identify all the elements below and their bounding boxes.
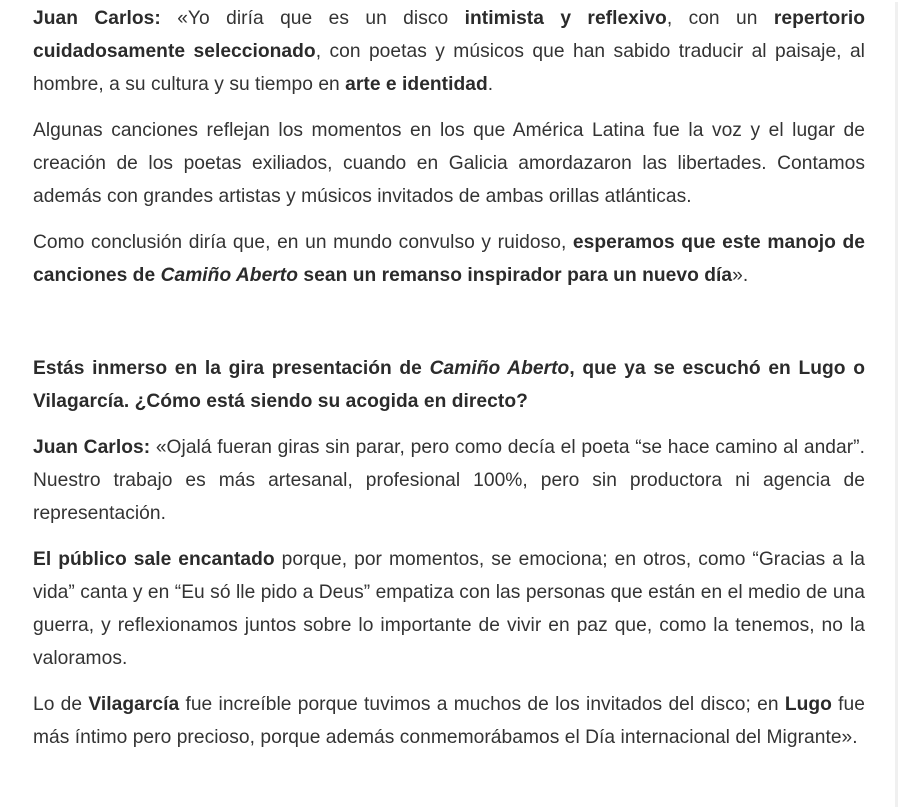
interview-question: Estás inmerso en la gira presentación de Camiño Aberto, que ya se escuchó en Lugo o Vilagarcía. ¿Cómo está siendo su acogida en directo? <box>33 358 866 412</box>
answer-paragraph-2: Algunas canciones reflejan los momentos en los que América Latina fue la voz y el lugar de creación de los poetas exiliados, cuando en Galicia amordazaron las libertades. Contamos además con grandes artistas y músicos invitados de ambas orillas atlánticas. <box>33 120 865 207</box>
answer-paragraph-3: Como conclusión diría que, en un mundo convulso y ruidoso, esperamos que este manojo de canciones de Camiño Aberto sean un remanso inspirador para un nuevo día». <box>33 232 865 286</box>
interview-article <box>33 2 865 754</box>
highlight-text: El público sale encantado <box>33 549 275 570</box>
page <box>0 2 898 807</box>
answer-paragraph-4: Juan Carlos: «Ojalá fueran giras sin parar, pero como decía el poeta “se hace camino al andar”. Nuestro trabajo es más artesanal, profesional 100%, pero sin productora ni agencia de representación. <box>33 437 866 524</box>
answer-paragraph-5: El público sale encantado porque, por momentos, se emociona; en otros, como “Gracias a la vida” canta y en “Eu só lle pido a Deus” empatiza con las personas que están en el medio de una guerra, y reflexionamos juntos sobre lo importante de vivir en paz que, como la tenemos, no la valoramos. <box>33 549 866 669</box>
album-title: Camiño Aberto <box>160 265 299 286</box>
place-name: Lugo <box>784 694 832 715</box>
album-title: Camiño Aberto <box>429 358 570 379</box>
highlight-text: intimista y reflexivo <box>464 8 667 29</box>
answer-paragraph-1: Juan Carlos: «Yo diría que es un disco intimista y reflexivo, con un repertorio cuidadosamente seleccionado, con poetas y músicos que han sabido traducir al paisaje, al hombre, a su cultura y su tiempo en arte e identidad. <box>33 8 865 95</box>
place-name: Vilagarcía <box>88 694 180 715</box>
speaker-name: Juan Carlos: <box>33 437 151 458</box>
highlight-text: repertorio cuidadosamente seleccionado <box>33 8 865 62</box>
speaker-name: Juan Carlos: <box>33 8 161 29</box>
answer-paragraph-6: Lo de Vilagarcía fue increíble porque tuvimos a muchos de los invitados del disco; en Lugo fue más íntimo pero precioso, porque además conmemorábamos el Día internacional del Migrante». <box>33 694 865 748</box>
highlight-text: arte e identidad <box>345 74 488 95</box>
highlight-text: esperamos que este manojo de canciones de Camiño Aberto sean un remanso inspirador para un nuevo día <box>33 232 865 286</box>
